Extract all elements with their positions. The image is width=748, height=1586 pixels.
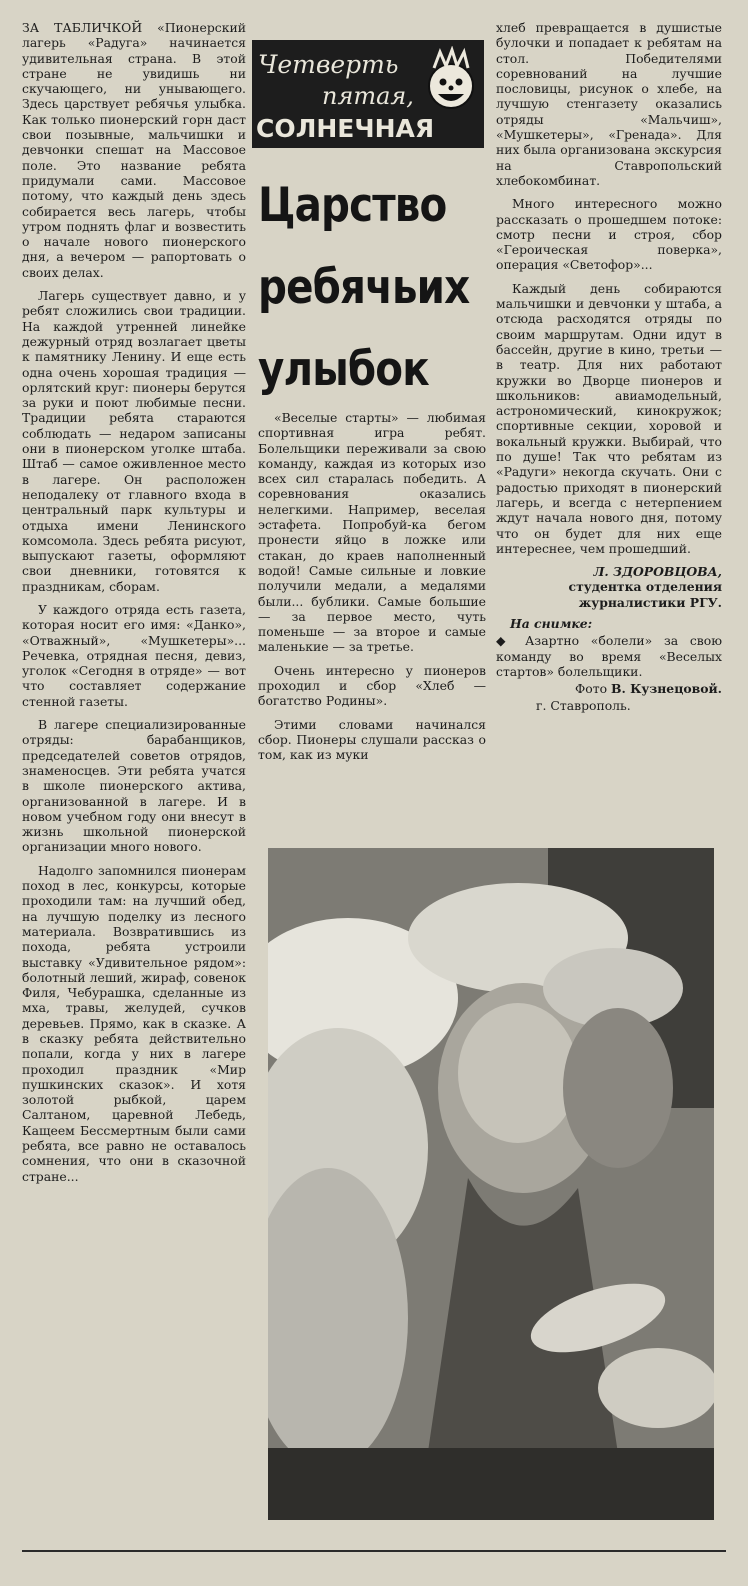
bottom-rule	[22, 1550, 726, 1552]
paragraph: Лагерь существует давно, и у ребят сложились свои традиции. На каждой утренней линейке дежурный отряд возлагает цветы к памятнику Ленину. И еще есть одна очень хорошая традиция — орлятский круг: пионеры берутся за руки и поют любимые песни. Традиции ребята стараются соблюдать — недаром записаны они в пионерском уголке штаба. Штаб — самое оживленное место в лагере. Он расположен неподалеку от главного входа в центральный парк культуры и отдыха имени Ленинского комсомола. Здесь ребята рисуют, выпускают газеты, оформляют свои дневники, готовятся к праздникам, сборам.	[22, 288, 246, 594]
headline-line: ребячьих	[258, 260, 470, 315]
article-column-3	[496, 20, 722, 714]
paragraph: У каждого отряда есть газета, которая носит его имя: «Данко», «Отважный», «Мушкетеры»... Речевка, отрядная песня, девиз, уголок «Сегодня в отряде» — вот что составляет содержание стенной газеты.	[22, 601, 246, 709]
article-column-1	[22, 20, 246, 1192]
paragraph: «Веселые старты» — любимая спортивная игра ребят. Болельщики переживали за свою команду, каждая из которых изо всех сил старалась победить. А соревнования оказались нелегкими. Например, веселая эстафета. Попробуй-ка бегом пронести яйцо в ложке или стакан, до краев наполненный водой! Самые сильные и ловкие получили медали, а медалями были... бублики. Самые большие — за первое место, чуть поменьше — за второе и самые маленькие — за третье.	[258, 410, 486, 655]
paragraph: Каждый день собираются мальчишки и девчонки у штаба, а отсюда расходятся отряды по своим маршрутам. Одни идут в бассейн, другие в кино, третьи — в театр. Для них работают кружки во Дворце пионеров и школьников: авиамодельный, астрономический, кинокружок; спортивные секции, хоровой и вокальный кружки. Выбирай, что по душе! Так что ребятам из «Радуги» некогда скучать. Они с радостью приходят в пионерский лагерь, и всегда с нетерпением ждут начала нового дня, потому что он будет для них еще интереснее, чем прошедший.	[496, 280, 722, 556]
paragraph: Много интересного можно рассказать о прошедшем потоке: смотр песни и строя, сбор «Героическая поверка», операция «Светофор»...	[496, 196, 722, 273]
paragraph: хлеб превращается в душистые булочки и попадает к ребятам на стол. Победителями соревнований на лучшие пословицы, рисунок о хлебе, на лучшую стенгазету оказались отряды «Мальчиш», «Мушкетеры», «Гренада». Для них была организована экскурсия на Ставропольский хлебокомбинат.	[496, 20, 722, 188]
paragraph: В лагере специализированные отряды: барабанщиков, председателей советов отрядов, знаменосцев. Эти ребята учатся в школе пионерского актива, организованной в лагере. И в новом учебном году они внесут в жизнь школьной пионерской организации много нового.	[22, 717, 246, 855]
author-role: студентка отделения журналистики РГУ.	[568, 579, 722, 610]
paragraph: ЗА ТАБЛИЧКОЙ «Пионерский лагерь «Радуга» начинается удивительная страна. В этой стране не увидишь ни скучающего, ни унывающего. Здесь царствует ребячья улыбка. Как только пионерский горн даст свои позывные, мальчишки и девчонки спешат на Массовое поле. Это название ребята придумали сами. Массовое потому, что каждый день здесь собирается весь лагерь, чтобы утром поднять флаг и возвестить о начале нового пионерского дня, а вечером — рапортовать о своих делах.	[22, 20, 246, 280]
rubric-logo-line-2: пятая,	[322, 82, 414, 110]
article-column-2	[258, 410, 486, 771]
caption-text: ◆ Азартно «болели» за свою команду во время «Веселых стартов» болельщики.	[496, 633, 722, 679]
caption-label: На снимке:	[510, 615, 593, 631]
article-headline	[258, 165, 470, 411]
paragraph: Надолго запомнился пионерам поход в лес, конкурсы, которые проходили там: на лучший обед, на лучшую поделку из лесного материала. Возвратившись из похода, ребята устроили выставку «Удивительное рядом»: болотный леший, жираф, совенок Филя, Чебурашка, сделанные из мха, травы, желудей, сучков деревьев. Прямо, как в сказке. А в сказку ребята действительно попали, когда у них в лагере проходил праздник «Мир пушкинских сказок». И хотя золотой рыбкой, царем Салтаном, царевной Лебедь, Кащеем Бессмертным были сами ребята, все равно не оставалось сомнения, что они в сказочной стране...	[22, 862, 246, 1184]
rubric-logo	[252, 40, 484, 148]
rubric-logo-line-1: Четверть	[258, 50, 399, 79]
author-name: Л. ЗДОРОВЦОВА,	[593, 564, 722, 580]
rubric-logo-line-3: СОЛНЕЧНАЯ	[256, 114, 435, 143]
headline-line: улыбок	[258, 342, 429, 397]
dateline-city: г. Ставрополь.	[536, 698, 631, 714]
paragraph: Этими словами начинался сбор. Пионеры слушали рассказ о том, как из муки	[258, 716, 486, 763]
photo-credit-name: В. Кузнецовой.	[611, 681, 722, 697]
headline-line: Царство	[258, 178, 447, 233]
photo-credit-prefix: Фото	[575, 681, 608, 697]
photo-illustration	[268, 848, 714, 1520]
article-photo	[268, 848, 714, 1520]
photo-credit	[496, 681, 722, 696]
cartoon-face-icon	[424, 46, 478, 116]
paragraph: Очень интересно у пионеров проходил и сбор «Хлеб — богатство Родины».	[258, 662, 486, 709]
